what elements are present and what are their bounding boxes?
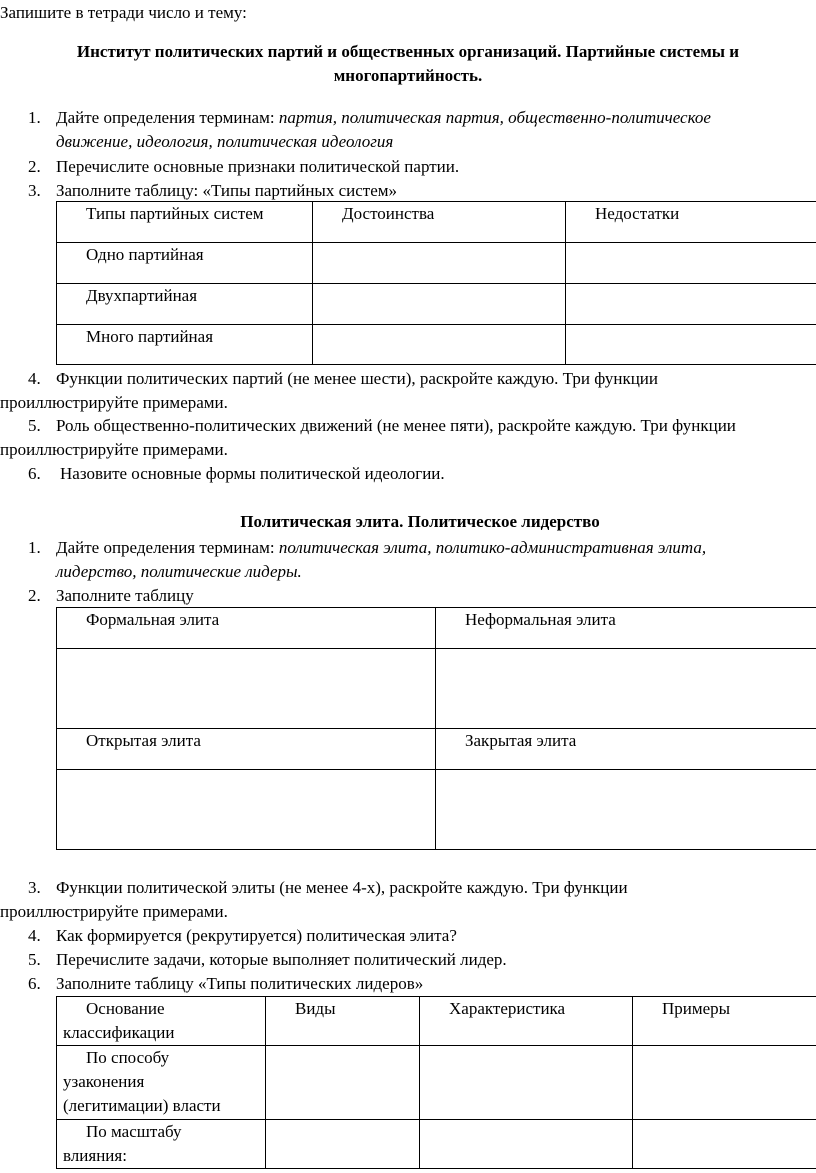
table-header-cell: Виды [266, 997, 420, 1046]
table-empty-cell [566, 284, 816, 325]
s2-q1-prefix: Дайте определения терминам: [56, 538, 279, 557]
s2-q5-text: Перечислите задачи, которые выполняет политический лидер. [56, 950, 507, 969]
s2-q5-number: 5. [28, 950, 41, 969]
s2-q6-number: 6. [28, 974, 41, 993]
instruction-text: Запишите в тетради число и тему: [0, 3, 247, 22]
s1-q4-text: Функции политических партий (не менее шести), раскройте каждую. Три функции [56, 369, 659, 388]
s1-q6-text: Назовите основные формы политической идеологии. [60, 464, 445, 483]
table-empty-cell [420, 1120, 633, 1169]
s1-q5-text: Роль общественно-политических движений (не менее пяти), раскройте каждую. Три функции [56, 416, 736, 435]
table-header-cell: Типы партийных систем [57, 202, 313, 243]
table-row-label: По масштабу влияния: [57, 1120, 266, 1169]
table-empty-cell [436, 649, 816, 729]
table-header-cell: Закрытая элита [436, 729, 816, 770]
s1-q6-number: 6. [28, 464, 41, 483]
s1-q2-text: Перечислите основные признаки политической партии. [56, 157, 460, 176]
s2-q2-text: Заполните таблицу [56, 586, 194, 605]
table-empty-cell [57, 649, 436, 729]
table-row-label: Много партийная [57, 325, 313, 365]
section1-title-line2: многопартийность. [333, 66, 483, 85]
table-empty-cell [420, 1046, 633, 1120]
s2-q6-text: Заполните таблицу «Типы политических лидеров» [56, 974, 424, 993]
s2-q4-number: 4. [28, 926, 41, 945]
table-empty-cell [266, 1046, 420, 1120]
s1-q4-text-cont: проиллюстрируйте примерами. [0, 393, 228, 412]
table-header-cell: Характеристика [420, 997, 633, 1046]
s2-q3-number: 3. [28, 878, 41, 897]
s2-q3-text-cont: проиллюстрируйте примерами. [0, 902, 228, 921]
table-row-label: Одно партийная [57, 243, 313, 284]
s2-q2-number: 2. [28, 586, 41, 605]
s1-q3-text: Заполните таблицу: «Типы партийных систем» [56, 181, 398, 200]
table-empty-cell [436, 770, 816, 850]
table-empty-cell [566, 325, 816, 365]
s2-q1-text [56, 536, 706, 560]
s1-q1-terms-cont: движение, идеология, политическая идеология [56, 132, 394, 151]
s1-q4-number: 4. [28, 369, 41, 388]
s2-q1-terms-cont: лидерство, политические лидеры. [56, 562, 302, 581]
s2-q3-text: Функции политической элиты (не менее 4-х), раскройте каждую. Три функции [56, 878, 628, 897]
s2-q1-number: 1. [28, 538, 41, 557]
table-row-label: Двухпартийная [57, 284, 313, 325]
table-header-cell: Недостатки [566, 202, 816, 243]
elite-types-table [56, 607, 816, 850]
s1-q1-terms: партия, политическая партия, общественно-политическое [278, 108, 711, 127]
s1-q3-number: 3. [28, 181, 41, 200]
party-systems-table [56, 201, 816, 365]
s1-q1-prefix: Дайте определения терминам: [56, 108, 279, 127]
section1-title-line1: Институт политических партий и общественных организаций. Партийные системы и [76, 42, 740, 61]
table-empty-cell [633, 1120, 816, 1169]
table-row-label: По способу узаконения (легитимации) власти [57, 1046, 266, 1120]
s1-q1-number: 1. [28, 108, 41, 127]
table-empty-cell [566, 243, 816, 284]
s2-q1-terms: политическая элита, политико-административная элита, [278, 538, 707, 557]
table-empty-cell [313, 325, 566, 365]
table-header-cell: Достоинства [313, 202, 566, 243]
section2-title: Политическая элита. Политическое лидерство [240, 512, 600, 531]
s1-q1-text [56, 106, 711, 130]
s2-q4-text: Как формируется (рекрутируется) политическая элита? [56, 926, 457, 945]
table-header-cell: Формальная элита [57, 608, 436, 649]
table-empty-cell [633, 1046, 816, 1120]
table-empty-cell [313, 243, 566, 284]
table-header-cell: Основание классификации [57, 997, 266, 1046]
table-empty-cell [313, 284, 566, 325]
s1-q5-number: 5. [28, 416, 41, 435]
leader-types-table [56, 996, 816, 1169]
table-empty-cell [57, 770, 436, 850]
table-header-cell: Открытая элита [57, 729, 436, 770]
table-header-cell: Примеры [633, 997, 816, 1046]
s1-q5-text-cont: проиллюстрируйте примерами. [0, 440, 228, 459]
table-header-cell: Неформальная элита [436, 608, 816, 649]
s1-q2-number: 2. [28, 157, 41, 176]
table-empty-cell [266, 1120, 420, 1169]
